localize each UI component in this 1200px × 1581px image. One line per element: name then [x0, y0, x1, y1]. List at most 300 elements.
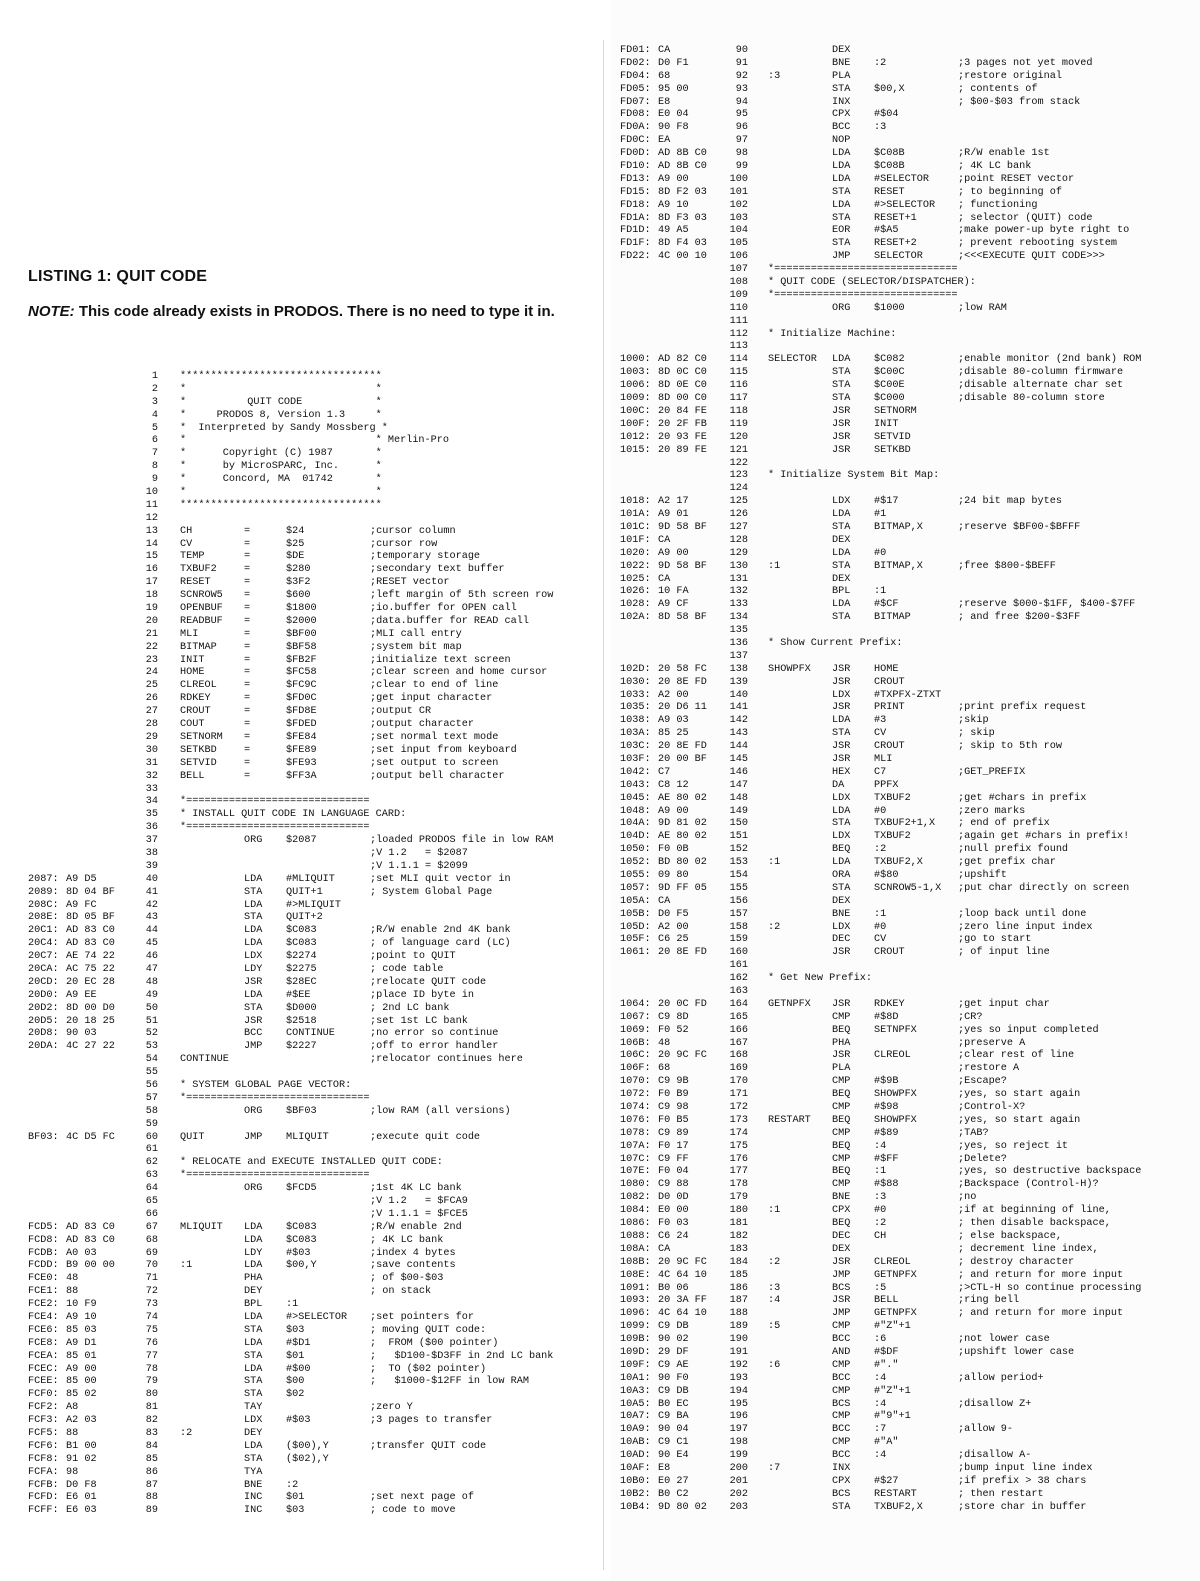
- object-bytes: A2 17: [658, 496, 689, 508]
- line-number: 97: [735, 135, 748, 147]
- address: 107C:: [620, 1153, 651, 1165]
- object-bytes: 09 80: [658, 870, 689, 881]
- operand: $FCD5: [286, 1183, 317, 1195]
- line-number: 89: [145, 1505, 158, 1517]
- line-number: 104: [729, 225, 748, 237]
- operand: $C082: [874, 354, 905, 366]
- line-number: 103: [729, 212, 748, 224]
- full-line-text: *==============================: [768, 264, 958, 276]
- operand: #0: [874, 805, 887, 817]
- code-line: [620, 1205, 1195, 1218]
- object-bytes: 10 FA: [658, 586, 689, 598]
- object-bytes: D0 F8: [66, 1479, 97, 1491]
- opcode: JMP: [832, 251, 851, 263]
- operand: HOME: [874, 663, 899, 675]
- object-bytes: A9 10: [658, 199, 689, 211]
- operand: :4: [874, 1450, 887, 1462]
- line-number: 56: [145, 1079, 158, 1091]
- object-bytes: D0 F1: [658, 57, 689, 69]
- opcode: BNE: [832, 1192, 851, 1204]
- code-line: [28, 1260, 598, 1273]
- code-line: [28, 603, 598, 616]
- comment: ; decrement line index,: [958, 1243, 1099, 1255]
- address: 20D8:: [28, 1028, 59, 1040]
- line-number: 202: [729, 1488, 748, 1500]
- operand: PPFX: [874, 779, 899, 791]
- address: 1035:: [620, 702, 651, 714]
- operand: ($00),Y: [286, 1440, 329, 1452]
- comment: ;execute quit code: [370, 1131, 481, 1143]
- code-line: [28, 1248, 598, 1261]
- line-number: 4: [151, 409, 158, 421]
- operand: PRINT: [874, 702, 905, 714]
- operand: :2: [874, 844, 887, 856]
- address: FCE4:: [28, 1312, 59, 1324]
- object-bytes: AD 83 C0: [66, 1221, 115, 1233]
- address: 20C7:: [28, 951, 59, 963]
- object-bytes: 88: [66, 1428, 79, 1440]
- address: 103C:: [620, 741, 651, 753]
- opcode: =: [244, 667, 251, 679]
- comment: ;upshift lower case: [958, 1346, 1075, 1358]
- line-number: 11: [145, 499, 158, 511]
- comment: ;V 1.1.1 = $FCE5: [370, 1208, 468, 1220]
- object-bytes: 9D 58 BF: [658, 521, 707, 533]
- opcode: STA: [244, 1350, 263, 1362]
- operand: CROUT: [874, 676, 905, 688]
- line-number: 173: [729, 1114, 748, 1126]
- operand: #$00: [286, 1363, 311, 1375]
- code-line: [620, 225, 1195, 238]
- opcode: BEQ: [832, 1218, 851, 1230]
- operand: #$80: [874, 870, 899, 881]
- comment: ;TAB?: [958, 1127, 989, 1139]
- comment: ;place ID byte in: [370, 989, 474, 1001]
- operand: CLREOL: [874, 1050, 911, 1062]
- address: 1009:: [620, 393, 651, 405]
- code-line: [28, 1505, 598, 1518]
- address: 1080:: [620, 1179, 651, 1191]
- address: 20DA:: [28, 1041, 59, 1053]
- opcode: JSR: [244, 976, 263, 988]
- code-line: [620, 1321, 1195, 1334]
- object-bytes: F0 52: [658, 1024, 689, 1036]
- code-line: [28, 887, 598, 900]
- operand: $03: [286, 1505, 305, 1517]
- object-bytes: C9 88: [658, 1179, 689, 1191]
- code-line: [28, 1299, 598, 1312]
- address: 20CD:: [28, 976, 59, 988]
- address: FCFB:: [28, 1479, 59, 1491]
- address: FD15:: [620, 186, 651, 198]
- comment: ; System Global Page: [370, 886, 493, 898]
- code-line: [28, 900, 598, 913]
- operand: :5: [874, 1282, 887, 1294]
- line-number: 153: [729, 857, 748, 869]
- address: 2089:: [28, 886, 59, 898]
- comment: ;io.buffer for OPEN call: [370, 603, 517, 615]
- line-number: 99: [735, 161, 748, 173]
- line-number: 64: [145, 1183, 158, 1195]
- line-number: 201: [729, 1475, 748, 1487]
- line-number: 195: [729, 1398, 748, 1410]
- line-number: 25: [145, 680, 158, 692]
- object-bytes: 4C 64 10: [658, 1308, 707, 1320]
- code-line: [620, 1166, 1195, 1179]
- code-line: [28, 1312, 598, 1325]
- line-number: 185: [729, 1269, 748, 1281]
- address: FD18:: [620, 199, 651, 211]
- code-line: [620, 303, 1195, 316]
- source-label: :1: [180, 1260, 193, 1272]
- code-line: [28, 1054, 598, 1067]
- code-line: [620, 1231, 1195, 1244]
- line-number: 149: [729, 805, 748, 817]
- comment: ;set output to screen: [370, 757, 499, 769]
- opcode: =: [244, 719, 251, 731]
- object-bytes: A8: [66, 1402, 79, 1414]
- opcode: JSR: [832, 702, 851, 714]
- operand: CLREOL: [874, 1256, 911, 1268]
- line-number: 3: [151, 396, 158, 408]
- opcode: LDA: [832, 715, 851, 727]
- opcode: BNE: [832, 908, 851, 920]
- address: FCE8:: [28, 1337, 59, 1349]
- opcode: DEY: [244, 1286, 263, 1298]
- object-bytes: 9D 80 02: [658, 1501, 707, 1513]
- comment: ; skip to 5th row: [958, 741, 1062, 753]
- comment: ;index 4 bytes: [370, 1247, 456, 1259]
- address: 1043:: [620, 779, 651, 791]
- code-line: [620, 1360, 1195, 1373]
- object-bytes: EA: [658, 135, 671, 147]
- opcode: INC: [244, 1505, 263, 1517]
- address: FCE0:: [28, 1273, 59, 1285]
- code-line: [620, 1424, 1195, 1437]
- opcode: EOR: [832, 225, 851, 237]
- opcode: =: [244, 654, 251, 666]
- comment: ;output character: [370, 719, 474, 731]
- line-number: 167: [729, 1037, 748, 1049]
- line-number: 62: [145, 1157, 158, 1169]
- operand: ($02),Y: [286, 1453, 329, 1465]
- code-line: [620, 45, 1195, 58]
- code-line: [620, 1283, 1195, 1296]
- operand: #$8D: [874, 1011, 899, 1023]
- object-bytes: 20 93 FE: [658, 431, 707, 443]
- object-bytes: CA: [658, 1243, 671, 1255]
- object-bytes: C9 98: [658, 1102, 689, 1114]
- comment: ;yes, so reject it: [958, 1140, 1069, 1152]
- code-line: [620, 767, 1195, 780]
- source-label: :1: [768, 560, 781, 572]
- operand: $1800: [286, 603, 317, 615]
- address: FCFF:: [28, 1505, 59, 1517]
- object-bytes: B0 06: [658, 1282, 689, 1294]
- comment: ;disable alternate char set: [958, 380, 1124, 392]
- line-number: 93: [735, 83, 748, 95]
- operand: :2: [874, 57, 887, 69]
- code-line: [28, 1454, 598, 1467]
- address: 100C:: [620, 405, 651, 417]
- code-line: [28, 655, 598, 668]
- address: 1074:: [620, 1102, 651, 1114]
- address: 1000:: [620, 354, 651, 366]
- operand: $1000: [874, 302, 905, 314]
- code-line: [620, 934, 1195, 947]
- operand: MLI: [874, 753, 893, 765]
- address: 1061:: [620, 947, 651, 959]
- opcode: NOP: [832, 135, 851, 147]
- object-bytes: 90 03: [66, 1028, 97, 1040]
- line-number: 183: [729, 1243, 748, 1255]
- opcode: =: [244, 538, 251, 550]
- object-bytes: D0 F5: [658, 908, 689, 920]
- code-line: [620, 947, 1195, 960]
- operand: $C083: [286, 1234, 317, 1246]
- full-line-text: * *: [180, 383, 382, 395]
- operand: $C00E: [874, 380, 905, 392]
- address: 10AD:: [620, 1450, 651, 1462]
- comment: ;low RAM: [958, 302, 1007, 314]
- code-line: [620, 1038, 1195, 1051]
- address: 20C1:: [28, 925, 59, 937]
- line-number: 136: [729, 637, 748, 649]
- line-number: 193: [729, 1372, 748, 1384]
- object-bytes: C9 8D: [658, 1011, 689, 1023]
- operand: #"Z"+1: [874, 1321, 911, 1333]
- opcode: STA: [832, 238, 851, 250]
- opcode: DEX: [832, 1243, 851, 1255]
- object-bytes: AC 75 22: [66, 963, 115, 975]
- code-line: [620, 677, 1195, 690]
- operand: TXBUF2,X: [874, 857, 923, 869]
- operand: #$89: [874, 1127, 899, 1139]
- line-number: 12: [145, 512, 158, 524]
- opcode: BCS: [832, 1488, 851, 1500]
- comment: ;set 1st LC bank: [370, 1015, 468, 1027]
- line-number: 115: [729, 367, 748, 379]
- line-number: 116: [729, 380, 748, 392]
- code-line: [620, 277, 1195, 290]
- operand: TXBUF2: [874, 792, 911, 804]
- opcode: LDA: [832, 173, 851, 185]
- code-line: [620, 728, 1195, 741]
- comment: ;RESET vector: [370, 577, 450, 589]
- line-number: 113: [729, 341, 748, 353]
- line-number: 74: [145, 1312, 158, 1324]
- line-number: 69: [145, 1247, 158, 1259]
- line-number: 96: [735, 122, 748, 134]
- address: 1099:: [620, 1321, 651, 1333]
- code-line: [28, 1028, 598, 1041]
- code-line: [28, 1364, 598, 1377]
- operand: #"9"+1: [874, 1411, 911, 1423]
- comment: ;clear screen and home cursor: [370, 667, 548, 679]
- operand: TXBUF2: [874, 831, 911, 843]
- operand: :1: [286, 1299, 299, 1311]
- object-bytes: E8: [658, 96, 671, 108]
- full-line-text: *********************************: [180, 371, 382, 382]
- operand: $600: [286, 590, 311, 602]
- code-line: [28, 487, 598, 500]
- line-number: 174: [729, 1127, 748, 1139]
- code-line: [28, 861, 598, 874]
- operand: RESET+1: [874, 212, 917, 224]
- code-line: [28, 1119, 598, 1132]
- operand: RESET+2: [874, 238, 917, 250]
- line-number: 17: [145, 577, 158, 589]
- code-line: [28, 951, 598, 964]
- line-number: 163: [729, 986, 748, 998]
- code-line: [620, 122, 1195, 135]
- opcode: JSR: [832, 741, 851, 753]
- opcode: =: [244, 680, 251, 692]
- comment: ;yes, so destructive backspace: [958, 1166, 1142, 1178]
- operand: BITMAP: [874, 612, 911, 624]
- operand: CROUT: [874, 947, 905, 959]
- code-line: [620, 406, 1195, 419]
- operand: #".": [874, 1359, 899, 1371]
- code-line: [620, 1128, 1195, 1141]
- operand: :6: [874, 1334, 887, 1346]
- code-line: [28, 577, 598, 590]
- address: 107E:: [620, 1166, 651, 1178]
- opcode: LDA: [832, 199, 851, 211]
- operand: :3: [874, 122, 887, 134]
- full-line-text: *==============================: [180, 1170, 370, 1182]
- code-line: [28, 435, 598, 448]
- operand: #$03: [286, 1247, 311, 1259]
- object-bytes: E6 01: [66, 1492, 97, 1504]
- address: 10B0:: [620, 1475, 651, 1487]
- address: FCE2:: [28, 1299, 59, 1311]
- object-bytes: C7: [658, 766, 671, 778]
- opcode: LDA: [244, 873, 263, 885]
- address: FCFA:: [28, 1466, 59, 1478]
- line-number: 20: [145, 615, 158, 627]
- address: 104A:: [620, 818, 651, 830]
- object-bytes: 8D 0E C0: [658, 380, 707, 392]
- source-label: CROUT: [180, 706, 211, 718]
- full-line-text: *==============================: [180, 796, 370, 808]
- address: BF03:: [28, 1131, 59, 1143]
- code-line: [28, 1209, 598, 1222]
- address: 208E:: [28, 912, 59, 924]
- comment: ; then disable backspace,: [958, 1218, 1111, 1230]
- comment: ; code to move: [370, 1505, 456, 1517]
- full-line-text: *==============================: [768, 289, 958, 301]
- opcode: PLA: [832, 70, 851, 82]
- code-line: [620, 1270, 1195, 1283]
- operand: RESET: [874, 186, 905, 198]
- comment: ;CR?: [958, 1011, 983, 1023]
- line-number: 67: [145, 1221, 158, 1233]
- operand: $C08B: [874, 148, 905, 160]
- code-line: [620, 883, 1195, 896]
- code-line: [620, 135, 1195, 148]
- object-bytes: 85 03: [66, 1324, 97, 1336]
- line-number: 200: [729, 1462, 748, 1474]
- object-bytes: AD 83 C0: [66, 1234, 115, 1246]
- operand: $25: [286, 538, 305, 550]
- comment: ;store char in buffer: [958, 1501, 1087, 1513]
- code-line: [28, 1170, 598, 1183]
- comment: ;yes, so start again: [958, 1114, 1081, 1126]
- object-bytes: AE 80 02: [658, 831, 707, 843]
- object-bytes: A9 CF: [658, 599, 689, 611]
- line-number: 28: [145, 719, 158, 731]
- code-line: [620, 264, 1195, 277]
- object-bytes: 85 25: [658, 728, 689, 740]
- code-line: [620, 1192, 1195, 1205]
- opcode: STA: [832, 393, 851, 405]
- code-line: [620, 97, 1195, 110]
- address: 103A:: [620, 728, 651, 740]
- operand: CONTINUE: [286, 1028, 335, 1040]
- object-bytes: 20 9C FC: [658, 1050, 707, 1062]
- operand: $C00C: [874, 367, 905, 379]
- address: 2087:: [28, 873, 59, 885]
- object-bytes: E0 04: [658, 109, 689, 121]
- listing-note: [28, 302, 588, 322]
- line-number: 85: [145, 1453, 158, 1465]
- line-number: 110: [729, 302, 748, 314]
- source-label: TXBUF2: [180, 564, 217, 576]
- operand: CV: [874, 728, 887, 740]
- address: 1076:: [620, 1114, 651, 1126]
- source-label: BITMAP: [180, 641, 217, 653]
- line-number: 87: [145, 1479, 158, 1491]
- operand: $C000: [874, 393, 905, 405]
- address: FCEA:: [28, 1350, 59, 1362]
- comment: ;set pointers for: [370, 1312, 474, 1324]
- address: FD0A:: [620, 122, 651, 134]
- line-number: 158: [729, 921, 748, 933]
- line-number: 78: [145, 1363, 158, 1375]
- comment: ;output bell character: [370, 770, 505, 782]
- line-number: 84: [145, 1440, 158, 1452]
- address: FD05:: [620, 83, 651, 95]
- code-line: [620, 496, 1195, 509]
- comment: ; selector (QUIT) code: [958, 212, 1093, 224]
- address: FCD5:: [28, 1221, 59, 1233]
- opcode: INX: [832, 96, 851, 108]
- line-number: 188: [729, 1308, 748, 1320]
- address: 1042:: [620, 766, 651, 778]
- line-number: 16: [145, 564, 158, 576]
- address: 10A7:: [620, 1411, 651, 1423]
- operand: :7: [874, 1424, 887, 1436]
- comment: ;R/W enable 2nd 4K bank: [370, 925, 511, 937]
- line-number: 32: [145, 770, 158, 782]
- code-line: [28, 1273, 598, 1286]
- source-label: SETVID: [180, 757, 217, 769]
- address: FCF6:: [28, 1440, 59, 1452]
- object-bytes: C9 89: [658, 1127, 689, 1139]
- address: FD02:: [620, 57, 651, 69]
- line-number: 15: [145, 551, 158, 563]
- operand: $FDED: [286, 719, 317, 731]
- address: FD10:: [620, 161, 651, 173]
- line-number: 128: [729, 534, 748, 546]
- line-number: 52: [145, 1028, 158, 1040]
- opcode: STA: [244, 886, 263, 898]
- comment: ; moving QUIT code:: [370, 1324, 487, 1336]
- source-label: CLREOL: [180, 680, 217, 692]
- operand: #$04: [874, 109, 899, 121]
- source-label: :3: [768, 1282, 781, 1294]
